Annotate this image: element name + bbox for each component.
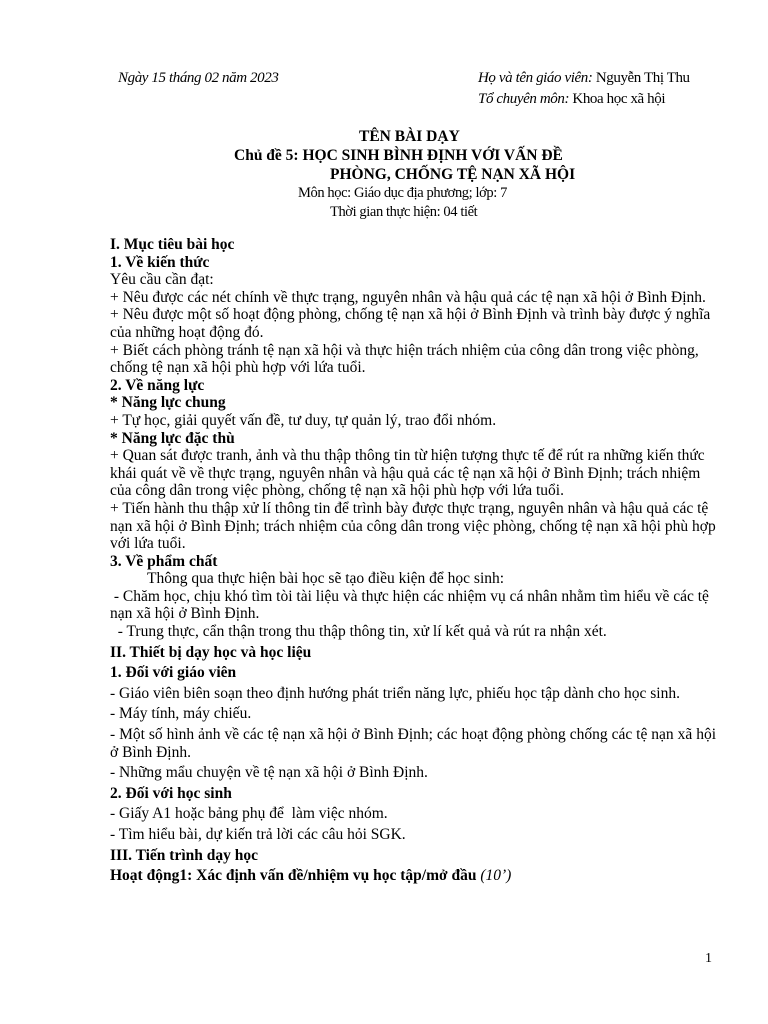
subsection-knowledge: 1. Về kiến thức — [110, 253, 210, 271]
knowledge-item-2: + Nêu được một số hoạt động phòng, chống tệ nạn xã hội ở Bình Định và trình bày được ý nghĩa của những hoạt động đó. — [110, 306, 711, 341]
teacher-item-1: - Giáo viên biên soạn theo định hướng phát triển năng lực, phiếu học tập dành cho học sinh. — [110, 684, 680, 702]
qualities-item-2: - Trung thực, cẩn thận trong thu thập thông tin, xử lí kết quả và rút ra nhận xét. — [110, 623, 607, 641]
specific-competence-item-1: + Quan sát được tranh, ảnh và thu thập thông tin từ hiện tượng thực tế để rút ra những kiến thức khái quát về về thực trạng, nguyên nhân và hậu quả các tệ nạn xã hội ở Bình Định; trách nhiệm của công dân trong việc phòng, chống tệ nạn xã hội phù hợp với lứa tuổi. — [110, 447, 705, 500]
activity-1-time: (10’) — [480, 867, 512, 885]
activity-1-line — [110, 867, 716, 885]
teacher-label: Họ và tên giáo viên: — [478, 70, 593, 86]
subsection-teacher: 1. Đối với giáo viên — [110, 664, 237, 682]
section-3-heading: III. Tiến trình dạy học — [110, 846, 259, 864]
subsection-student: 2. Đối với học sinh — [110, 784, 232, 802]
requirement-label: Yêu cầu cần đạt: — [110, 271, 214, 289]
general-competence-heading: * Năng lực chung — [110, 394, 226, 412]
general-competence-item: + Tự học, giải quyết vấn đề, tư duy, tự quản lý, trao đổi nhóm. — [110, 411, 497, 429]
subsection-competence: 2. Về năng lực — [110, 376, 205, 394]
lesson-title-block — [0, 127, 768, 222]
topic-line-1: Chủ đề 5: HỌC SINH BÌNH ĐỊNH VỚI VẤN ĐỀ — [234, 147, 563, 164]
knowledge-item-1: + Nêu được các nét chính về thực trạng, nguyên nhân và hậu quả các tệ nạn xã hội ở Bình Định. — [110, 288, 706, 306]
teacher-item-2: - Máy tính, máy chiếu. — [110, 705, 252, 723]
lesson-heading: TÊN BÀI DẠY — [359, 128, 460, 145]
group-label: Tổ chuyên môn: — [478, 91, 570, 107]
group-info — [478, 89, 665, 110]
group-name: Khoa học xã hội — [569, 91, 666, 107]
student-item-1: - Giấy A1 hoặc bảng phụ để làm việc nhóm. — [110, 805, 388, 823]
teacher-info — [478, 68, 690, 89]
document-date: Ngày 15 tháng 02 năm 2023 — [118, 70, 279, 86]
page-number: 1 — [705, 951, 712, 966]
section-1-heading: I. Mục tiêu bài học — [110, 236, 235, 253]
teacher-name: Nguyễn Thị Thu — [592, 70, 690, 86]
topic-line-2: PHÒNG, CHỐNG TỆ NẠN XÃ HỘI — [330, 166, 576, 183]
specific-competence-heading: * Năng lực đặc thù — [110, 429, 235, 447]
student-item-2: - Tìm hiểu bài, dự kiến trả lời các câu hỏi SGK. — [110, 826, 406, 843]
qualities-intro: Thông qua thực hiện bài học sẽ tạo điều kiện để học sinh: — [147, 570, 505, 588]
duration-line: Thời gian thực hiện: 04 tiết — [330, 204, 478, 220]
section-2-heading: II. Thiết bị dạy học và học liệu — [110, 643, 312, 661]
qualities-item-1: - Chăm học, chịu khó tìm tòi tài liệu và thực hiện các nhiệm vụ cá nhân nhằm tìm hiểu về các tệ nạn xã hội ở Bình Định. — [110, 587, 713, 623]
lesson-body — [110, 236, 716, 885]
activity-1-title: Hoạt động1: Xác định vấn đề/nhiệm vụ học tập/mở đầu — [110, 867, 481, 885]
specific-competence-item-2: + Tiến hành thu thập xử lí thông tin để trình bày được thực trạng, nguyên nhân và hậu quả các tệ nạn xã hội ở Bình Định; trách nhiệm của công dân trong việc phòng, chống tệ nạn xã hội phù hợp với lứa tuổi. — [110, 499, 716, 553]
subsection-qualities: 3. Về phẩm chất — [110, 552, 218, 570]
knowledge-item-3: + Biết cách phòng tránh tệ nạn xã hội và thực hiện trách nhiệm của công dân trong việc phòng, chống tệ nạn xã hội phù hợp với lứa tuổi. — [110, 341, 699, 377]
subject-line: Môn học: Giáo dục địa phương; lớp: 7 — [298, 185, 507, 201]
teacher-item-4: - Những mẩu chuyện về tệ nạn xã hội ở Bình Định. — [110, 764, 428, 782]
teacher-item-3: - Một số hình ảnh về các tệ nạn xã hội ở Bình Định; các hoạt động phòng chống các tệ nạn xã hội ở Bình Định. — [110, 726, 716, 761]
